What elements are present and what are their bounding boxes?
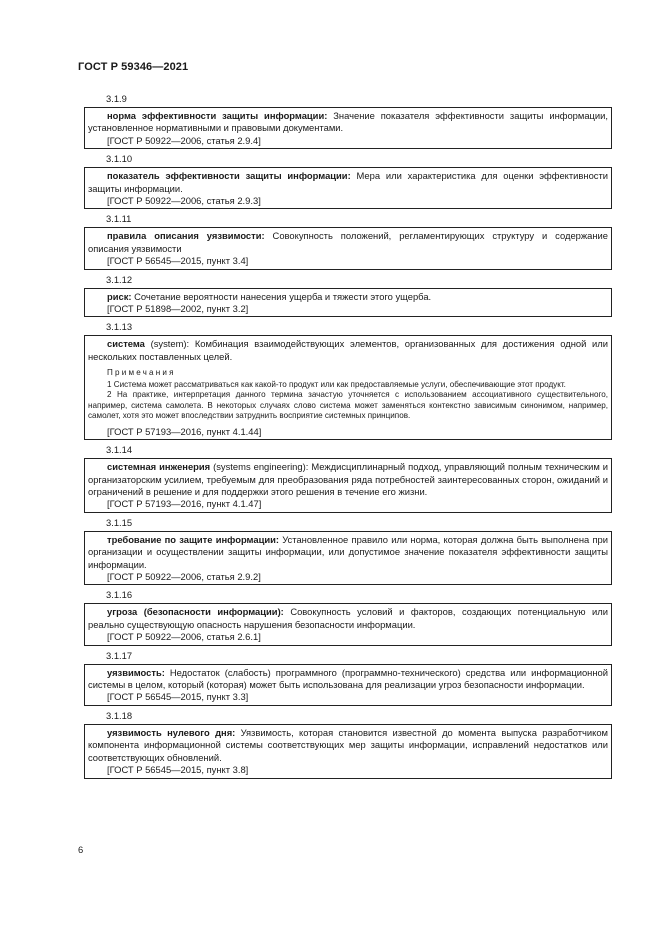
term-name: требование по защите информации:: [107, 533, 279, 545]
term-name: риск:: [107, 290, 132, 302]
term-source: [ГОСТ Р 50922—2006, статья 2.6.1]: [107, 631, 261, 643]
term-source: [ГОСТ Р 57193—2016, пункт 4.1.44]: [107, 425, 262, 437]
definition-text: Междисциплинарный подход, управляющий полным техническим и организаторским усилием, требуемым для преобразования ряда потребностей заинтересованных сторон, ожиданий и ограничений в решение и для поддержки этого решения в течение его жизни.: [88, 461, 608, 497]
term-number: 3.1.14: [106, 444, 133, 456]
term-entry: [84, 531, 612, 586]
terms-list: [84, 92, 612, 782]
term-name: норма эффективности защиты информации:: [107, 110, 328, 121]
term-definition: [88, 727, 608, 764]
term-entry: [84, 167, 612, 209]
term-block-3-1-12: [84, 273, 612, 318]
term-source: [ГОСТ Р 56545—2015, пункт 3.4]: [107, 255, 249, 267]
term-name: показатель эффективности защиты информации:: [107, 170, 351, 182]
term-number: 3.1.12: [106, 273, 133, 285]
term-english: (system):: [150, 338, 190, 350]
term-block-3-1-11: [84, 212, 612, 269]
definition-text: Сочетание вероятности нанесения ущерба и тяжести этого ущерба.: [134, 290, 432, 302]
term-name: уязвимость нулевого дня:: [107, 726, 236, 738]
page-number: 6: [78, 844, 84, 855]
term-definition: [88, 461, 608, 498]
term-name: уязвимость:: [107, 666, 165, 678]
term-number: 3.1.9: [106, 93, 127, 104]
term-block-3-1-16: [84, 588, 612, 645]
term-entry: [84, 603, 612, 645]
term-definition: [88, 667, 608, 692]
term-definition: [88, 230, 608, 255]
notes-title: Примечания: [107, 368, 176, 378]
term-definition: [88, 110, 608, 135]
term-english: (systems engineering):: [213, 461, 309, 473]
definition-text: Уязвимость, которая становится известной до момента выпуска разработчиком компонента информационной системы соответствующих мер защиты информации, исправлений недостатков или соответствующих обновлений.: [88, 726, 608, 763]
term-name: правила описания уязвимости:: [107, 230, 265, 242]
term-source: [ГОСТ Р 50922—2006, статья 2.9.3]: [107, 195, 261, 207]
term-source: [ГОСТ Р 56545—2015, пункт 3.8]: [107, 764, 249, 776]
term-definition: [88, 338, 608, 363]
note-item: 2 На практике, интерпретация данного термина зачастую уточняется с использованием ассоциативного существительного, например, система самолета. В некоторых случаях слово система может заменяться контекстно зависимым синонимом, например, самолет, хотя это может впоследствии затруднить восприятие системных принципов.: [88, 390, 608, 421]
term-number: 3.1.17: [106, 649, 133, 661]
term-source: [ГОСТ Р 50922—2006, статья 2.9.2]: [107, 571, 261, 583]
term-number: 3.1.15: [106, 516, 133, 528]
term-name: системная инженерия: [107, 461, 211, 473]
term-entry: [84, 724, 612, 779]
term-definition: [88, 170, 608, 195]
term-name: система: [107, 338, 145, 350]
term-source: [ГОСТ Р 51898—2002, пункт 3.2]: [107, 303, 249, 315]
definition-text: Установленное правило или норма, которая должна быть выполнена при организации и осуществлении защиты информации, или допустимое значение показателя эффективности защиты информации.: [88, 533, 609, 570]
term-block-3-1-10: [84, 152, 612, 209]
term-block-3-1-15: [84, 516, 612, 586]
term-number: 3.1.11: [106, 213, 132, 225]
document-header: ГОСТ Р 59346—2021: [78, 61, 189, 73]
term-entry: [84, 288, 612, 318]
term-number: 3.1.10: [106, 153, 133, 165]
term-entry: [84, 458, 612, 513]
definition-text: Комбинация взаимодействующих элементов, организованных для достижения одной или нескольких поставленных целей.: [88, 338, 608, 362]
term-source: [ГОСТ Р 50922—2006, статья 2.9.4]: [107, 134, 261, 146]
term-entry: [84, 227, 612, 269]
term-block-3-1-9: [84, 92, 612, 149]
definition-text: Совокупность условий и факторов, создающих потенциальную или реально существующую опасность нарушения безопасности информации.: [88, 606, 608, 630]
term-block-3-1-13: [84, 320, 612, 440]
term-block-3-1-17: [84, 649, 612, 706]
term-definition: [88, 534, 608, 571]
definition-text: Значение показателя эффективности защиты информации, установленное нормативными и правовыми документами.: [88, 110, 608, 134]
term-block-3-1-14: [84, 443, 612, 513]
term-entry: [84, 335, 612, 440]
term-entry: [84, 664, 612, 706]
term-number: 3.1.18: [106, 709, 133, 721]
term-block-3-1-18: [84, 709, 612, 779]
term-definition: [88, 606, 608, 631]
term-source: [ГОСТ Р 56545—2015, пункт 3.3]: [107, 691, 249, 703]
notes-block: [88, 368, 608, 422]
term-source: [ГОСТ Р 57193—2016, пункт 4.1.47]: [107, 498, 262, 510]
term-number: 3.1.16: [106, 589, 133, 601]
term-definition: [88, 291, 608, 303]
definition-text: Мера или характеристика для оценки эффективности защиты информации.: [88, 170, 609, 194]
term-number: 3.1.13: [106, 321, 133, 333]
term-entry: [84, 107, 612, 149]
definition-text: Недостаток (слабость) программного (программно-технического) средства или информационной системы в целом, который (которая) может быть использована для реализации угроз безопасности информации.: [88, 666, 608, 691]
definition-text: Совокупность положений, регламентирующих структуру и содержание описания уязвимости: [88, 230, 608, 254]
note-item: 1 Система может рассматриваться как какой-то продукт или как предоставляемые услуги, обеспечивающие этот продукт.: [107, 379, 566, 389]
term-name: угроза (безопасности информации):: [107, 606, 284, 618]
